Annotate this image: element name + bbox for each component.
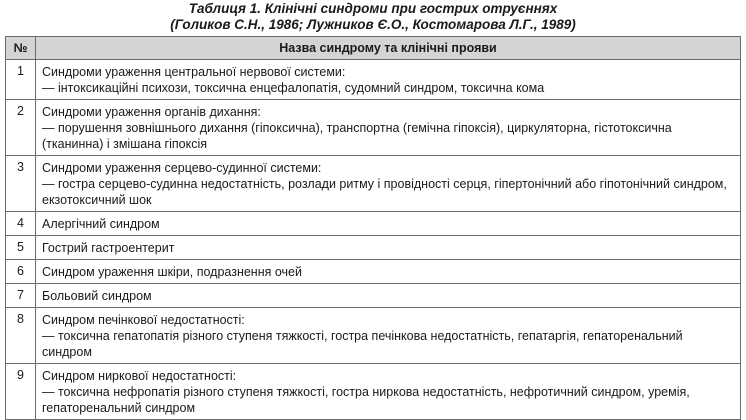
table-row xyxy=(6,100,741,156)
row-num: 6 xyxy=(6,260,36,284)
row-num: 1 xyxy=(6,60,36,100)
table-row xyxy=(6,236,741,260)
syndromes-table xyxy=(5,36,741,420)
table-header-row xyxy=(6,37,741,60)
table-row xyxy=(6,308,741,364)
row-num: 3 xyxy=(6,156,36,212)
row-num: 4 xyxy=(6,212,36,236)
header-num: № xyxy=(6,37,36,60)
table-row xyxy=(6,60,741,100)
row-num: 2 xyxy=(6,100,36,156)
row-detail: — токсична нефропатія різного ступеня тяжкості, гостра ниркова недостатність, нефротичний синдром, уремія, гепаторенальний синдром xyxy=(42,385,690,415)
row-detail: — інтоксикаційні психози, токсична енцефалопатія, судомний синдром, токсична кома xyxy=(42,81,545,95)
row-content xyxy=(36,60,741,100)
row-title: Алергічний синдром xyxy=(42,217,160,231)
row-content xyxy=(36,212,741,236)
row-content xyxy=(36,284,741,308)
row-title: Синдром печінкової недостатності: xyxy=(42,313,245,327)
row-title: Синдром ниркової недостатності: xyxy=(42,369,237,383)
table-row xyxy=(6,156,741,212)
row-num: 7 xyxy=(6,284,36,308)
row-detail: — токсична гепатопатія різного ступеня тяжкості, гостра печінкова недостатність, гепатаргія, гепаторенальний синдром xyxy=(42,329,683,359)
row-title: Синдроми ураження органів дихання: xyxy=(42,105,261,119)
row-num: 5 xyxy=(6,236,36,260)
table-caption xyxy=(0,0,746,34)
row-num: 9 xyxy=(6,364,36,420)
row-content xyxy=(36,236,741,260)
row-content xyxy=(36,260,741,284)
row-content xyxy=(36,308,741,364)
table-row xyxy=(6,364,741,420)
caption-sources: (Голиков С.Н., 1986; Лужников Є.О., Костомарова Л.Г., 1989) xyxy=(170,17,576,32)
header-name: Назва синдрому та клінічні прояви xyxy=(36,37,741,60)
row-title: Больовий синдром xyxy=(42,289,152,303)
row-title: Синдром ураження шкіри, подразнення очей xyxy=(42,265,302,279)
row-content xyxy=(36,156,741,212)
row-title: Гострий гастроентерит xyxy=(42,241,175,255)
table-row xyxy=(6,284,741,308)
row-content xyxy=(36,364,741,420)
row-content xyxy=(36,100,741,156)
row-num: 8 xyxy=(6,308,36,364)
table-row xyxy=(6,260,741,284)
row-title: Синдроми ураження серцево-судинної системи: xyxy=(42,161,322,175)
caption-title: Таблиця 1. Клінічні синдроми при гострих отруєннях xyxy=(188,1,558,16)
row-detail: — порушення зовнішнього дихання (гіпоксична), транспортна (гемічна гіпоксія), циркуляторна, гістотоксична (тканинна) і змішана гіпоксія xyxy=(42,121,672,151)
row-title: Синдроми ураження центральної нервової системи: xyxy=(42,65,346,79)
table-row xyxy=(6,212,741,236)
row-detail: — гостра серцево-судинна недостатність, розлади ритму і провідності серця, гіпертонічний або гіпотонічний синдром, екзотоксичний шок xyxy=(42,177,727,207)
